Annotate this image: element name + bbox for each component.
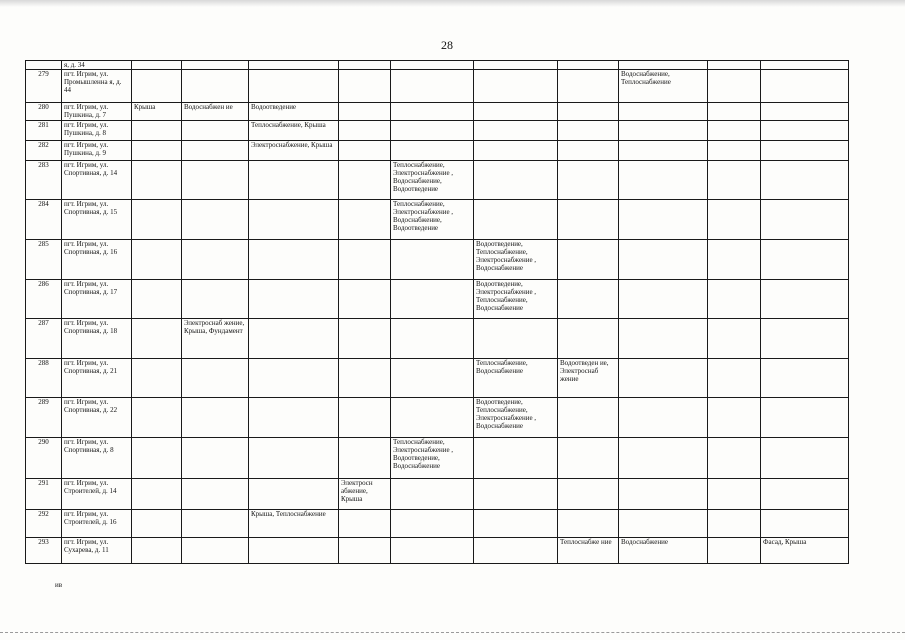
work-cell [182, 359, 249, 398]
work-cell [249, 359, 339, 398]
row-number: 280 [26, 103, 62, 121]
work-cell [619, 438, 708, 479]
work-cell [619, 240, 708, 280]
work-cell [708, 510, 761, 538]
work-cell [339, 141, 391, 161]
work-cell [182, 510, 249, 538]
work-cell [391, 103, 474, 121]
work-cell: Теплоснабжение, Электроснабжение , Водоснабжение, Водоотведение [391, 200, 474, 240]
address-cell: пгт. Игрим, ул. Спортивная, д. 15 [62, 200, 132, 240]
work-cell [391, 280, 474, 319]
work-cell [761, 61, 849, 70]
work-cell: Водоотведен ие, Электроснаб жение [558, 359, 619, 398]
work-cell [132, 359, 182, 398]
work-cell [474, 121, 558, 141]
work-cell: Водоотведение, Теплоснабжение, Электроснабжение , Водоснабжение [474, 398, 558, 438]
address-cell: пгт. Игрим, ул. Пушкина, д. 7 [62, 103, 132, 121]
work-cell [558, 121, 619, 141]
registry-table [25, 60, 849, 564]
address-cell: пгт. Игрим, ул. Пушкина, д. 9 [62, 141, 132, 161]
work-cell [339, 61, 391, 70]
row-number: 281 [26, 121, 62, 141]
row-number: 283 [26, 161, 62, 200]
work-cell [182, 141, 249, 161]
work-cell [182, 70, 249, 103]
work-cell [761, 103, 849, 121]
work-cell [249, 161, 339, 200]
address-cell: пгт. Игрим, ул. Сухарева, д. 11 [62, 538, 132, 564]
work-cell [474, 70, 558, 103]
work-cell [391, 121, 474, 141]
work-cell: Крыша, Теплоснабжение [249, 510, 339, 538]
work-cell [708, 70, 761, 103]
row-number [26, 61, 62, 70]
work-cell [182, 121, 249, 141]
work-cell [474, 510, 558, 538]
address-cell: пгт. Игрим, ул. Строителей, д. 16 [62, 510, 132, 538]
table-row [26, 141, 849, 161]
work-cell [391, 319, 474, 359]
table-row [26, 103, 849, 121]
work-cell [132, 319, 182, 359]
table-row [26, 510, 849, 538]
work-cell [619, 510, 708, 538]
work-cell: Теплоснабжение, Водоснабжение [474, 359, 558, 398]
work-cell: Водоснабжен ие [182, 103, 249, 121]
work-cell [708, 121, 761, 141]
work-cell [391, 479, 474, 510]
address-cell: пгт. Игрим, ул. Спортивная, д. 14 [62, 161, 132, 200]
work-cell [132, 479, 182, 510]
table-row [26, 359, 849, 398]
work-cell: Крыша [132, 103, 182, 121]
work-cell [761, 121, 849, 141]
work-cell [182, 438, 249, 479]
work-cell [708, 538, 761, 564]
work-cell [619, 280, 708, 319]
row-number: 279 [26, 70, 62, 103]
work-cell [558, 280, 619, 319]
work-cell [339, 319, 391, 359]
work-cell [474, 61, 558, 70]
work-cell [761, 280, 849, 319]
work-cell: Водоотведение, Теплоснабжение, Электроснабжение , Водоснабжение [474, 240, 558, 280]
work-cell [761, 200, 849, 240]
work-cell: Теплоснабжение, Электроснабжение , Водоснабжение, Водоотведение [391, 161, 474, 200]
work-cell [619, 61, 708, 70]
work-cell [474, 438, 558, 479]
table-row [26, 70, 849, 103]
work-cell [761, 510, 849, 538]
page-number: 28 [441, 38, 453, 52]
work-cell [619, 200, 708, 240]
work-cell: Теплоснабжение, Электроснабжение , Водоотведение, Водоснабжение [391, 438, 474, 479]
work-cell [558, 398, 619, 438]
work-cell [761, 319, 849, 359]
work-cell [619, 479, 708, 510]
work-cell [619, 161, 708, 200]
work-cell [249, 61, 339, 70]
work-cell [708, 141, 761, 161]
work-cell [339, 538, 391, 564]
work-cell: Водоснабжение, Теплоснабжение [619, 70, 708, 103]
work-cell [708, 103, 761, 121]
row-number: 282 [26, 141, 62, 161]
scan-edge-bottom [0, 632, 905, 637]
work-cell [391, 70, 474, 103]
row-number: 286 [26, 280, 62, 319]
table-row [26, 161, 849, 200]
work-cell [391, 359, 474, 398]
work-cell [474, 103, 558, 121]
work-cell [708, 280, 761, 319]
work-cell [132, 61, 182, 70]
work-cell [391, 398, 474, 438]
address-cell: пгт. Игрим, ул. Пушкина, д. 8 [62, 121, 132, 141]
work-cell [339, 103, 391, 121]
row-number: 284 [26, 200, 62, 240]
work-cell [761, 438, 849, 479]
work-cell [474, 319, 558, 359]
footer-mark: ив [55, 581, 63, 589]
work-cell [474, 161, 558, 200]
work-cell [558, 141, 619, 161]
work-cell [182, 200, 249, 240]
address-cell: пгт. Игрим, ул. Спортивная, д. 16 [62, 240, 132, 280]
work-cell [182, 479, 249, 510]
work-cell [474, 479, 558, 510]
work-cell [708, 398, 761, 438]
work-cell [339, 240, 391, 280]
work-cell [391, 141, 474, 161]
work-cell [132, 141, 182, 161]
row-number: 291 [26, 479, 62, 510]
work-cell: Водоотведение [249, 103, 339, 121]
work-cell [708, 359, 761, 398]
work-cell [339, 359, 391, 398]
table-row [26, 200, 849, 240]
work-cell [558, 319, 619, 359]
work-cell [249, 70, 339, 103]
work-cell [708, 161, 761, 200]
table-row [26, 319, 849, 359]
row-number: 292 [26, 510, 62, 538]
work-cell [339, 200, 391, 240]
work-cell: Электроснабжение, Крыша [249, 141, 339, 161]
work-cell [619, 319, 708, 359]
work-cell [761, 479, 849, 510]
work-cell [249, 200, 339, 240]
work-cell [391, 510, 474, 538]
work-cell: Теплоснабжение, Крыша [249, 121, 339, 141]
work-cell [249, 538, 339, 564]
work-cell [132, 200, 182, 240]
work-cell: Электросн абжение, Крыша [339, 479, 391, 510]
row-number: 287 [26, 319, 62, 359]
work-cell [708, 479, 761, 510]
row-number: 293 [26, 538, 62, 564]
work-cell: Водоотведение, Электроснабжение , Теплоснабжение, Водоснабжение [474, 280, 558, 319]
work-cell [182, 61, 249, 70]
work-cell [619, 103, 708, 121]
work-cell [708, 200, 761, 240]
work-cell [558, 103, 619, 121]
work-cell [708, 438, 761, 479]
address-cell: пгт. Игрим, ул. Промышленна я, д. 44 [62, 70, 132, 103]
work-cell [558, 240, 619, 280]
work-cell [558, 61, 619, 70]
work-cell [249, 479, 339, 510]
work-cell [619, 398, 708, 438]
table-row [26, 538, 849, 564]
table-row [26, 479, 849, 510]
work-cell [558, 479, 619, 510]
work-cell [132, 121, 182, 141]
row-number: 290 [26, 438, 62, 479]
address-cell: пгт. Игрим, ул. Спортивная, д. 8 [62, 438, 132, 479]
table-row [26, 280, 849, 319]
table-row [26, 240, 849, 280]
work-cell [391, 61, 474, 70]
work-cell [132, 438, 182, 479]
work-cell [558, 510, 619, 538]
work-cell [182, 280, 249, 319]
work-cell [339, 121, 391, 141]
scan-edge-top [0, 0, 905, 7]
work-cell [558, 70, 619, 103]
work-cell: Фасад, Крыша [761, 538, 849, 564]
work-cell [182, 240, 249, 280]
work-cell [619, 359, 708, 398]
row-number: 285 [26, 240, 62, 280]
work-cell [132, 161, 182, 200]
work-cell [474, 141, 558, 161]
work-cell [182, 538, 249, 564]
work-cell [339, 510, 391, 538]
work-cell [474, 538, 558, 564]
work-cell [761, 240, 849, 280]
work-cell: Теплоснабже ние [558, 538, 619, 564]
work-cell [339, 438, 391, 479]
work-cell [761, 70, 849, 103]
row-number: 289 [26, 398, 62, 438]
work-cell [249, 319, 339, 359]
work-cell [132, 398, 182, 438]
address-cell: пгт. Игрим, ул. Спортивная, д. 18 [62, 319, 132, 359]
work-cell [182, 161, 249, 200]
work-cell [619, 121, 708, 141]
work-cell [558, 438, 619, 479]
work-cell [132, 510, 182, 538]
work-cell [761, 161, 849, 200]
work-cell [132, 538, 182, 564]
work-cell [391, 240, 474, 280]
work-cell [249, 240, 339, 280]
work-cell [558, 161, 619, 200]
table-row [26, 438, 849, 479]
table-row [26, 121, 849, 141]
work-cell [249, 438, 339, 479]
work-cell [182, 398, 249, 438]
work-cell [339, 398, 391, 438]
work-cell: Водоснабжение [619, 538, 708, 564]
address-cell: пгт. Игрим, ул. Спортивная, д. 17 [62, 280, 132, 319]
work-cell [249, 398, 339, 438]
work-cell [708, 319, 761, 359]
work-cell [761, 141, 849, 161]
work-cell [249, 280, 339, 319]
work-cell [132, 280, 182, 319]
address-cell: пгт. Игрим, ул. Спортивная, д. 22 [62, 398, 132, 438]
row-number: 288 [26, 359, 62, 398]
work-cell [339, 70, 391, 103]
work-cell [619, 141, 708, 161]
work-cell [339, 161, 391, 200]
address-cell: пгт. Игрим, ул. Строителей, д. 14 [62, 479, 132, 510]
work-cell [708, 61, 761, 70]
work-cell [391, 538, 474, 564]
address-cell: пгт. Игрим, ул. Спортивная, д. 21 [62, 359, 132, 398]
work-cell [558, 200, 619, 240]
table-row [26, 61, 849, 70]
work-cell [761, 398, 849, 438]
work-cell [761, 359, 849, 398]
work-cell: Электроснаб жение, Крыша, Фундамент [182, 319, 249, 359]
work-cell [132, 70, 182, 103]
work-cell [474, 200, 558, 240]
table-row [26, 398, 849, 438]
work-cell [708, 240, 761, 280]
address-cell: я, д. 34 [62, 61, 132, 70]
work-cell [339, 280, 391, 319]
work-cell [132, 240, 182, 280]
